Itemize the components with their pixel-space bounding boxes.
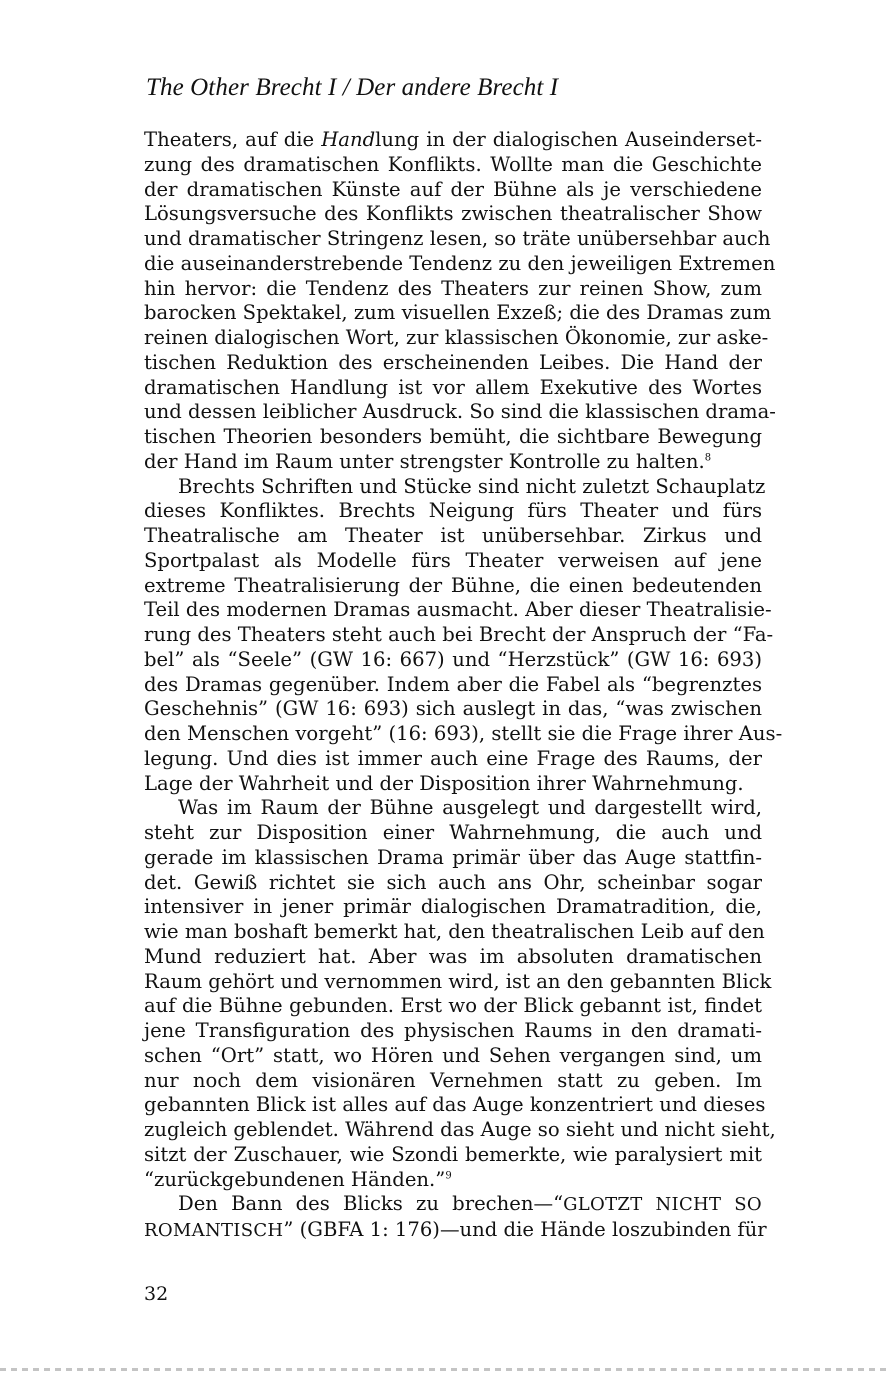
text-line [144,450,762,475]
scan-edge-artifact [0,1368,891,1371]
text-run: “zurückgebundenen Händen.” [144,1167,446,1191]
text-run: bel” als “Seele” (GW 16: 667) und “Herzstück” (GW 16: 693) [144,647,762,671]
text-line [144,499,762,524]
text-run: tischen Reduktion des erscheinenden Leibes. Die Hand der [144,350,762,374]
text-run: Geschehnis” (GW 16: 693) sich auslegt in das, “was zwischen [144,697,762,721]
body-text [144,128,783,1244]
text-run: tischen Theorien besonders bemüht, die sichtbare Bewegung [144,425,762,448]
page-number: 32 [144,1283,169,1305]
text-run: jene Transfiguration des physischen Raums in den dramati- [144,1019,762,1042]
text-line [144,524,762,549]
text-line [144,574,762,599]
text-line [144,821,762,846]
text-run: Was im Raum der Bühne ausgelegt und dargestellt wird, [178,796,762,820]
text-run: intensiver in jener primär dialogischen Dramatradition, die, [144,895,762,919]
text-run: det. Gewiß richtet sie sich auch ans Ohr, scheinbar sogar [144,870,762,894]
text-line [144,920,765,945]
text-run: gerade im klassischen Drama primär über das Auge stattfin- [144,845,762,869]
text-line [144,846,762,871]
text-line [144,945,762,970]
text-run: reinen dialogischen Wort, zur klassischen Ökonomie, zur aske- [144,326,769,349]
text-line [144,1019,762,1044]
text-run: den Menschen vorgeht” (16: 693), stellt sie die Frage ihrer Aus- [144,722,783,745]
text-run: barocken Spektakel, zum visuellen Exzeß; die des Dramas zum [144,301,772,325]
text-run: rung des Theaters steht auch bei Brecht der Anspruch der “Fa- [144,623,774,646]
text-line [144,1168,762,1193]
text-run: dieses Konfliktes. Brechts Neigung fürs Theater und fürs [144,499,762,523]
text-run: hin hervor: die Tendenz des Theaters zur reinen Show, zum [144,276,762,300]
paragraph-2 [144,474,783,797]
text-line [144,1218,767,1244]
text-run: zung des dramatischen Konflikts. Wollte man die Geschichte [144,152,762,176]
text-line [144,227,771,252]
running-head: The Other Brecht I / Der andere Brecht I [146,74,559,101]
text-line [144,1093,766,1118]
text-run: nur noch dem visionären Vernehmen statt zu geben. Im [144,1068,762,1092]
text-line [144,697,762,722]
text-run: der dramatischen Künste auf der Bühne als je verschiedene [144,177,762,201]
paragraph-4 [144,1192,767,1244]
text-run: Theaters, auf die [144,128,322,151]
text-run: Sportpalast als Modelle fürs Theater verweisen auf jene [144,548,762,572]
text-run: legung. Und dies ist immer auch eine Frage des Raums, der [144,746,762,770]
text-line [144,994,762,1019]
text-line [144,1118,776,1143]
footnote-ref: 8 [704,452,712,464]
text-line [144,871,762,896]
text-run: Teil des modernen Dramas ausmacht. Aber dieser Theatralisie- [144,598,772,622]
text-line [144,376,762,401]
text-line [144,277,762,302]
text-run: Den Bann des Blicks zu brechen—“ [178,1192,564,1216]
paragraph-1 [144,128,776,475]
text-run: schen “Ort” statt, wo Hören und Sehen vergangen sind, um [144,1043,762,1067]
text-line [144,128,762,153]
text-line [144,747,762,772]
text-run: des Dramas gegenüber. Indem aber die Fabel als “begrenztes [144,672,762,696]
text-run: Raum gehört und vernommen wird, ist an den gebannten Blick [144,969,772,993]
text-run: auf die Bühne gebunden. Erst wo der Blick gebannt ist, findet [144,994,762,1018]
text-line [144,1192,762,1218]
text-line [144,796,762,821]
text-run: dramatischen Handlung ist vor allem Exekutive des Wortes [144,375,762,399]
text-run: zugleich geblendet. Während das Auge so sieht und nicht sieht, [144,1118,776,1141]
text-run: Brechts Schriften und Stücke sind nicht zuletzt Schauplatz [178,474,766,498]
text-run: sitzt der Zuschauer, wie Szondi bemerkte, wie paralysiert mit [144,1142,762,1166]
text-run: extreme Theatralisierung der Bühne, die einen bedeutenden [144,573,762,597]
text-line [144,301,772,326]
text-run: Hand [321,128,376,151]
text-run: die auseinanderstrebende Tendenz zu den jeweiligen Extremen [144,251,776,275]
text-run: Theatralische am Theater ist unübersehbar. Zirkus und [144,524,762,547]
text-line [144,772,762,797]
text-line [144,351,762,376]
text-line [144,1069,762,1094]
text-run: lung in der dialogischen Auseinderset- [375,128,762,151]
text-line [144,251,776,277]
text-line [144,1044,762,1069]
text-run: ” (GBFA 1: 176)—und die Hände loszubinden für [283,1218,767,1241]
text-run: gebannten Blick ist alles auf das Auge konzentriert und dieses [144,1093,766,1117]
text-line [144,673,762,698]
text-line [144,722,783,747]
text-run: ROMANTISCH [144,1220,284,1241]
text-line [144,425,762,450]
text-run: der Hand im Raum unter strengster Kontrolle zu halten. [144,449,705,473]
footnote-ref: 9 [445,1169,452,1181]
text-line [144,895,762,920]
text-line [144,326,769,351]
text-run: Lage der Wahrheit und der Disposition ihrer Wahrnehmung. [144,771,744,795]
paragraph-3 [144,796,776,1192]
text-run: und dramatischer Stringenz lesen, so träte unübersehbar auch [144,227,771,250]
text-line [144,474,766,500]
text-run: und dessen leiblicher Ausdruck. So sind die klassischen drama- [144,400,776,424]
text-run: Mund reduziert hat. Aber was im absoluten dramatischen [144,944,762,968]
text-line [144,623,774,648]
text-run: GLOTZT NICHT SO [563,1194,762,1216]
text-line [144,153,762,178]
text-line [144,969,772,995]
text-line [144,1143,762,1168]
text-run: wie man boshaft bemerkt hat, den theatralischen Leib auf den [144,920,765,943]
text-line [144,202,762,227]
text-line [144,178,762,203]
text-line [144,400,776,425]
text-line [144,549,762,574]
text-run: steht zur Disposition einer Wahrnehmung, die auch und [144,821,762,844]
text-run: Lösungsversuche des Konflikts zwischen theatralischer Show [144,202,762,226]
text-line [144,598,772,623]
text-line [144,648,762,673]
